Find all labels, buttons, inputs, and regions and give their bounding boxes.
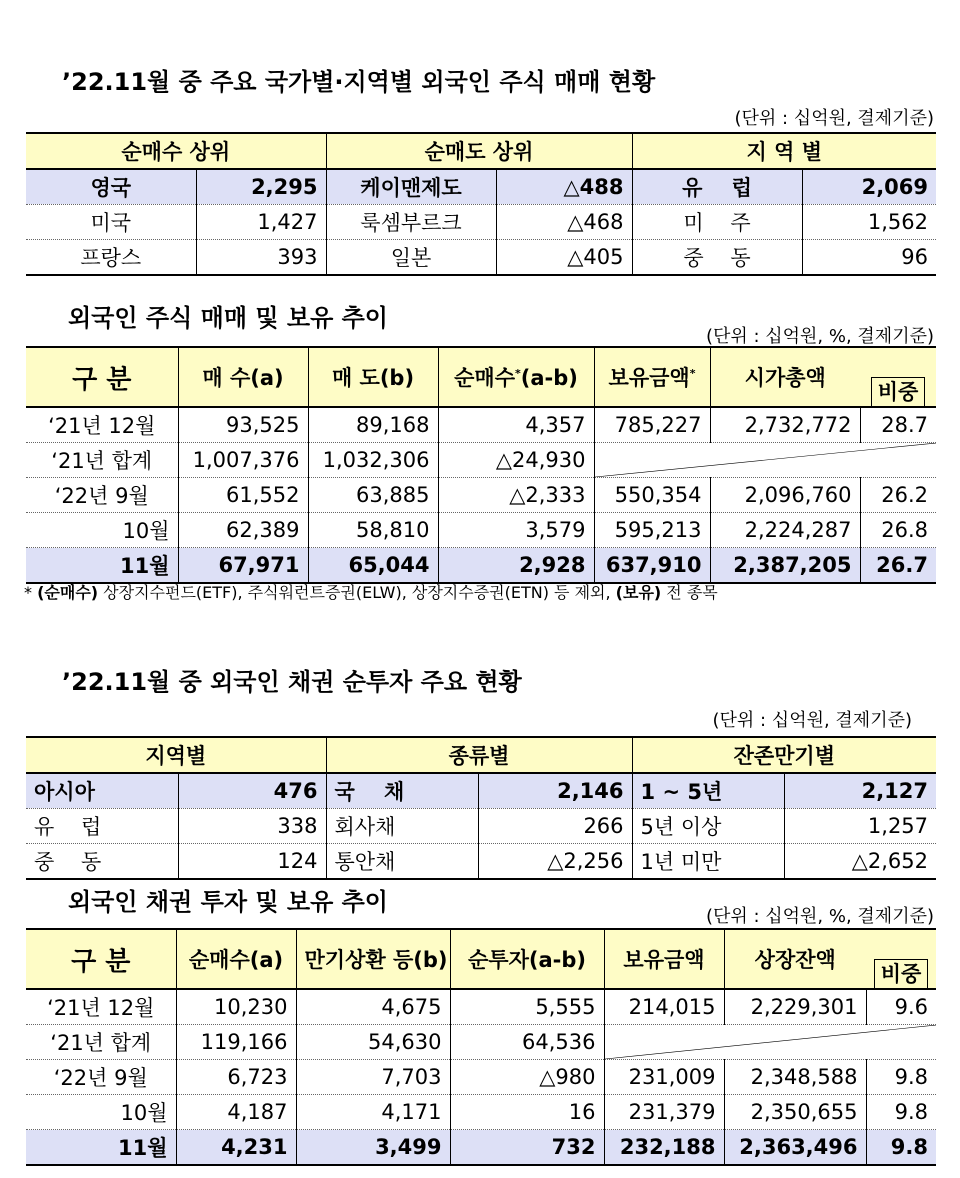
buy-country: 프랑스 bbox=[26, 240, 196, 276]
table-row bbox=[26, 1060, 936, 1095]
sell-value: 58,810 bbox=[308, 513, 438, 548]
table-row bbox=[26, 513, 936, 548]
stock-country-table bbox=[26, 132, 936, 276]
buy-value: 1,007,376 bbox=[178, 443, 308, 478]
section4-unit: (단위 : 십억원, %, 결제기준) bbox=[705, 906, 934, 927]
table-row bbox=[26, 1130, 936, 1166]
redeem-value: 4,675 bbox=[296, 989, 450, 1025]
ratio-value: 9.6 bbox=[866, 989, 936, 1025]
listed-value: 2,363,496 bbox=[724, 1130, 866, 1166]
buy-value: 93,525 bbox=[178, 407, 308, 443]
redeem-value: 4,171 bbox=[296, 1095, 450, 1130]
redeem-value: 7,703 bbox=[296, 1060, 450, 1095]
bond-trend-table bbox=[26, 928, 936, 1166]
net-value: 5,555 bbox=[450, 989, 604, 1025]
region-value: 1,562 bbox=[802, 205, 936, 240]
table-row bbox=[26, 989, 936, 1025]
table-row bbox=[26, 240, 936, 276]
header-ratio-cell bbox=[866, 929, 936, 989]
header-redeem: 만기상환 등(b) bbox=[296, 929, 450, 989]
table-row bbox=[26, 478, 936, 513]
header-listed-balance: 상장잔액 bbox=[724, 929, 866, 989]
table-row bbox=[26, 407, 936, 443]
sell-value: △488 bbox=[496, 169, 632, 205]
header-net-buy-mark: * bbox=[514, 367, 521, 380]
type-value: 266 bbox=[478, 809, 632, 844]
table-header-row bbox=[26, 133, 936, 169]
region-name: 아시아 bbox=[26, 773, 178, 809]
holding-value: 595,213 bbox=[594, 513, 710, 548]
maturity-name: 1 ~ 5년 bbox=[632, 773, 784, 809]
ratio-value: 26.8 bbox=[860, 513, 936, 548]
section4-title: 외국인 채권 투자 및 보유 추이 bbox=[68, 888, 388, 916]
footnote-bold-1: (순매수) bbox=[37, 583, 99, 602]
table-header-row bbox=[26, 347, 936, 407]
type-value: △2,256 bbox=[478, 844, 632, 880]
sell-country: 일본 bbox=[326, 240, 496, 276]
redeem-value: 3,499 bbox=[296, 1130, 450, 1166]
maturity-value: 2,127 bbox=[784, 773, 936, 809]
diagonal-empty-cell bbox=[594, 443, 936, 478]
ratio-value: 9.8 bbox=[866, 1095, 936, 1130]
market-cap-value: 2,732,772 bbox=[710, 407, 860, 443]
diagonal-line bbox=[595, 443, 937, 477]
region-name: 미 주 bbox=[632, 205, 802, 240]
footnote-star: * bbox=[24, 583, 38, 602]
buy-value: 2,295 bbox=[196, 169, 326, 205]
net-value: 3,579 bbox=[438, 513, 594, 548]
ratio-value: 26.7 bbox=[860, 548, 936, 584]
ratio-value: 26.2 bbox=[860, 478, 936, 513]
net-value: 2,928 bbox=[438, 548, 594, 584]
listed-value: 2,229,301 bbox=[724, 989, 866, 1025]
footnote bbox=[24, 580, 718, 603]
buy-value: 67,971 bbox=[178, 548, 308, 584]
maturity-value: 1,257 bbox=[784, 809, 936, 844]
header-net-buy-suffix: (a-b) bbox=[520, 366, 578, 390]
stock-trend-table bbox=[26, 346, 936, 584]
diagonal-empty-cell bbox=[604, 1025, 936, 1060]
header-ratio-cell bbox=[860, 347, 936, 407]
header-buy: 매 수(a) bbox=[178, 347, 308, 407]
region-value: 2,069 bbox=[802, 169, 936, 205]
sell-value: △468 bbox=[496, 205, 632, 240]
holding-value: 214,015 bbox=[604, 989, 724, 1025]
header-market-cap: 시가총액 bbox=[710, 347, 860, 407]
sell-value: 63,885 bbox=[308, 478, 438, 513]
sell-value: 65,044 bbox=[308, 548, 438, 584]
buy-value: 1,427 bbox=[196, 205, 326, 240]
row-label: ‘22년 9월 bbox=[26, 478, 178, 513]
table-row bbox=[26, 1095, 936, 1130]
buy-value: 393 bbox=[196, 240, 326, 276]
net-value: △980 bbox=[450, 1060, 604, 1095]
header-by-region: 지역별 bbox=[26, 737, 326, 773]
row-label: ‘21년 12월 bbox=[26, 407, 178, 443]
header-net-buy bbox=[438, 347, 594, 407]
footnote-text-1: 상장지수펀드(ETF), 주식워런트증권(ELW), 상장지수증권(ETN) 등 제외, bbox=[98, 583, 616, 602]
table-row bbox=[26, 809, 936, 844]
type-name: 국 채 bbox=[326, 773, 478, 809]
section3-title: ’22.11월 중 외국인 채권 순투자 주요 현황 bbox=[62, 668, 522, 696]
region-name: 중 동 bbox=[26, 844, 178, 880]
buy-value: 61,552 bbox=[178, 478, 308, 513]
row-label: ‘21년 합계 bbox=[26, 443, 178, 478]
holding-value: 231,009 bbox=[604, 1060, 724, 1095]
sell-value: 1,032,306 bbox=[308, 443, 438, 478]
diagonal-line bbox=[605, 1025, 937, 1059]
region-name: 유 럽 bbox=[26, 809, 178, 844]
net-value: 64,536 bbox=[450, 1025, 604, 1060]
maturity-name: 5년 이상 bbox=[632, 809, 784, 844]
section2-title: 외국인 주식 매매 및 보유 추이 bbox=[68, 304, 388, 332]
table-header-row bbox=[26, 737, 936, 773]
table-row bbox=[26, 1025, 936, 1060]
sell-value: 89,168 bbox=[308, 407, 438, 443]
sell-country: 룩셈부르크 bbox=[326, 205, 496, 240]
footnote-bold-2: (보유) bbox=[615, 583, 662, 602]
header-holding-mark: * bbox=[689, 367, 696, 380]
region-value: 124 bbox=[178, 844, 326, 880]
row-label: ‘21년 합계 bbox=[26, 1025, 176, 1060]
header-net-invest: 순투자(a-b) bbox=[450, 929, 604, 989]
row-label: 11월 bbox=[26, 1130, 176, 1166]
row-label: 10월 bbox=[26, 1095, 176, 1130]
header-holding: 보유금액 bbox=[604, 929, 724, 989]
holding-value: 550,354 bbox=[594, 478, 710, 513]
buy-value: 4,187 bbox=[176, 1095, 296, 1130]
header-holding-text: 보유금액 bbox=[608, 366, 690, 390]
ratio-value: 9.8 bbox=[866, 1060, 936, 1095]
sell-country: 케이맨제도 bbox=[326, 169, 496, 205]
table-header-row bbox=[26, 929, 936, 989]
buy-country: 영국 bbox=[26, 169, 196, 205]
market-cap-value: 2,224,287 bbox=[710, 513, 860, 548]
bond-summary-table bbox=[26, 736, 936, 880]
buy-value: 4,231 bbox=[176, 1130, 296, 1166]
footnote-text-2: 전 종목 bbox=[661, 583, 718, 602]
maturity-value: △2,652 bbox=[784, 844, 936, 880]
section2-unit: (단위 : 십억원, %, 결제기준) bbox=[705, 326, 934, 347]
buy-value: 119,166 bbox=[176, 1025, 296, 1060]
type-value: 2,146 bbox=[478, 773, 632, 809]
header-gubun: 구 분 bbox=[26, 929, 176, 989]
header-gubun: 구 분 bbox=[26, 347, 178, 407]
header-ratio: 비중 bbox=[874, 959, 929, 988]
redeem-value: 54,630 bbox=[296, 1025, 450, 1060]
market-cap-value: 2,096,760 bbox=[710, 478, 860, 513]
listed-value: 2,348,588 bbox=[724, 1060, 866, 1095]
ratio-value: 9.8 bbox=[866, 1130, 936, 1166]
net-value: △2,333 bbox=[438, 478, 594, 513]
region-value: 338 bbox=[178, 809, 326, 844]
header-sell: 매 도(b) bbox=[308, 347, 438, 407]
net-value: 4,357 bbox=[438, 407, 594, 443]
header-net-buy: 순매수(a) bbox=[176, 929, 296, 989]
holding-value: 785,227 bbox=[594, 407, 710, 443]
type-name: 회사채 bbox=[326, 809, 478, 844]
region-name: 중 동 bbox=[632, 240, 802, 276]
header-net-sell-top: 순매도 상위 bbox=[326, 133, 632, 169]
region-value: 476 bbox=[178, 773, 326, 809]
ratio-value: 28.7 bbox=[860, 407, 936, 443]
region-value: 96 bbox=[802, 240, 936, 276]
maturity-name: 1년 미만 bbox=[632, 844, 784, 880]
market-cap-value: 2,387,205 bbox=[710, 548, 860, 584]
net-value: 16 bbox=[450, 1095, 604, 1130]
buy-value: 62,389 bbox=[178, 513, 308, 548]
section1-title: ’22.11월 중 주요 국가별·지역별 외국인 주식 매매 현황 bbox=[62, 68, 656, 96]
buy-country: 미국 bbox=[26, 205, 196, 240]
table-row bbox=[26, 548, 936, 584]
net-value: 732 bbox=[450, 1130, 604, 1166]
table-row bbox=[26, 443, 936, 478]
holding-value: 637,910 bbox=[594, 548, 710, 584]
table-row bbox=[26, 844, 936, 880]
header-holding bbox=[594, 347, 710, 407]
header-by-maturity: 잔존만기별 bbox=[632, 737, 936, 773]
region-name: 유 럽 bbox=[632, 169, 802, 205]
sell-value: △405 bbox=[496, 240, 632, 276]
section3-unit: (단위 : 십억원, 결제기준) bbox=[712, 710, 912, 731]
holding-value: 232,188 bbox=[604, 1130, 724, 1166]
table-row bbox=[26, 205, 936, 240]
type-name: 통안채 bbox=[326, 844, 478, 880]
table-row bbox=[26, 169, 936, 205]
header-by-region: 지 역 별 bbox=[632, 133, 936, 169]
header-by-type: 종류별 bbox=[326, 737, 632, 773]
header-net-buy-text: 순매수 bbox=[454, 366, 515, 390]
net-value: △24,930 bbox=[438, 443, 594, 478]
buy-value: 10,230 bbox=[176, 989, 296, 1025]
row-label: ‘22년 9월 bbox=[26, 1060, 176, 1095]
row-label: 11월 bbox=[26, 548, 178, 584]
buy-value: 6,723 bbox=[176, 1060, 296, 1095]
row-label: ‘21년 12월 bbox=[26, 989, 176, 1025]
listed-value: 2,350,655 bbox=[724, 1095, 866, 1130]
header-net-buy-top: 순매수 상위 bbox=[26, 133, 326, 169]
header-ratio: 비중 bbox=[871, 377, 926, 406]
row-label: 10월 bbox=[26, 513, 178, 548]
holding-value: 231,379 bbox=[604, 1095, 724, 1130]
table-row bbox=[26, 773, 936, 809]
section1-unit: (단위 : 십억원, 결제기준) bbox=[734, 108, 934, 129]
